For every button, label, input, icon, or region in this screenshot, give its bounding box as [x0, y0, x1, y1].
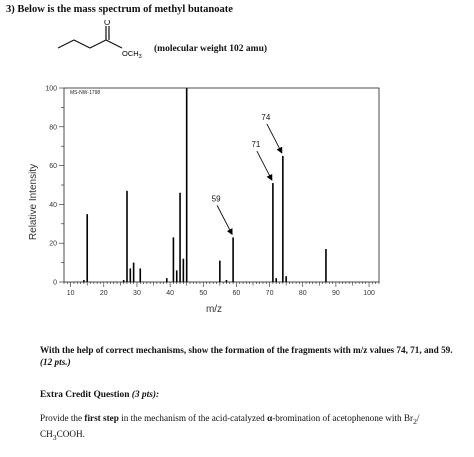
x-tick-label: 70 — [265, 290, 274, 297]
x-tick-label: 20 — [99, 290, 108, 297]
solvent-end-text: COOH. — [56, 428, 85, 439]
solvent-text: CH — [40, 428, 53, 439]
methoxy-label: OCH — [122, 49, 139, 58]
plot-frame — [64, 88, 379, 282]
br-subscript: 2 — [413, 416, 417, 426]
chart-axes — [45, 86, 379, 298]
annotation-arrow-71 — [257, 151, 272, 180]
annotation-label-74: 74 — [261, 112, 271, 122]
question-title: 3) Below is the mass spectrum of methyl butanoate — [6, 4, 233, 15]
spectrum-id-label: MS-NW-1798 — [70, 90, 101, 96]
extra-credit-title: Extra Credit Question — [40, 390, 130, 400]
chart-annotations — [212, 113, 282, 234]
prompt-main-text: With the help of correct mechanisms, show the formation of the fragments with m/z values 74, 71, and 59. — [40, 345, 453, 355]
alpha-symbol: α — [267, 413, 273, 423]
svg-text:OCH3 — [122, 49, 142, 60]
y-tick-label: 80 — [49, 124, 57, 132]
x-tick-label: 60 — [232, 290, 241, 297]
x-tick-label: 80 — [298, 290, 307, 297]
x-axis-label: m/z — [205, 304, 223, 315]
annotation-label-59: 59 — [211, 194, 221, 204]
mass-spectrum-chart — [24, 80, 384, 325]
molecule-structure — [56, 20, 156, 75]
y-tick-label: 60 — [49, 163, 57, 171]
annotation-arrow-74 — [267, 124, 282, 153]
extra-text-after: -bromination of acetophenone with Br — [272, 413, 414, 423]
y-tick-label: 40 — [49, 201, 57, 209]
extra-text-before: Provide the — [40, 413, 85, 423]
x-tick-label: 30 — [133, 290, 141, 297]
extra-credit-text — [40, 412, 466, 444]
annotation-label-71: 71 — [251, 140, 261, 150]
solvent-subscript: 3 — [52, 432, 57, 442]
extra-credit-heading — [40, 390, 159, 400]
prompt-points: (12 pts.) — [40, 357, 71, 367]
extra-text-bold: first step — [84, 413, 119, 423]
y-tick-label: 20 — [49, 240, 57, 248]
y-axis-label: Relative Intensity — [28, 163, 39, 241]
question-prompt — [40, 344, 466, 368]
x-tick-label: 90 — [331, 290, 340, 297]
methoxy-subscript: 3 — [138, 54, 142, 60]
x-tick-label: 40 — [166, 290, 175, 297]
extra-credit-points: (3 pts): — [131, 390, 160, 400]
extra-slash: / — [416, 413, 420, 423]
carbonyl-oxygen-label: O — [104, 20, 111, 27]
x-tick-label: 100 — [363, 290, 375, 297]
extra-text-middle: in the mechanism of the acid-catalyzed — [118, 413, 268, 423]
y-tick-label: 0 — [53, 279, 57, 287]
x-tick-label: 10 — [66, 290, 75, 297]
y-tick-label: 100 — [45, 85, 57, 93]
chart-peaks — [84, 88, 326, 282]
molecular-weight-label: (molecular weight 102 amu) — [154, 44, 268, 54]
x-tick-label: 50 — [199, 290, 208, 297]
annotation-arrow-59 — [217, 205, 232, 234]
